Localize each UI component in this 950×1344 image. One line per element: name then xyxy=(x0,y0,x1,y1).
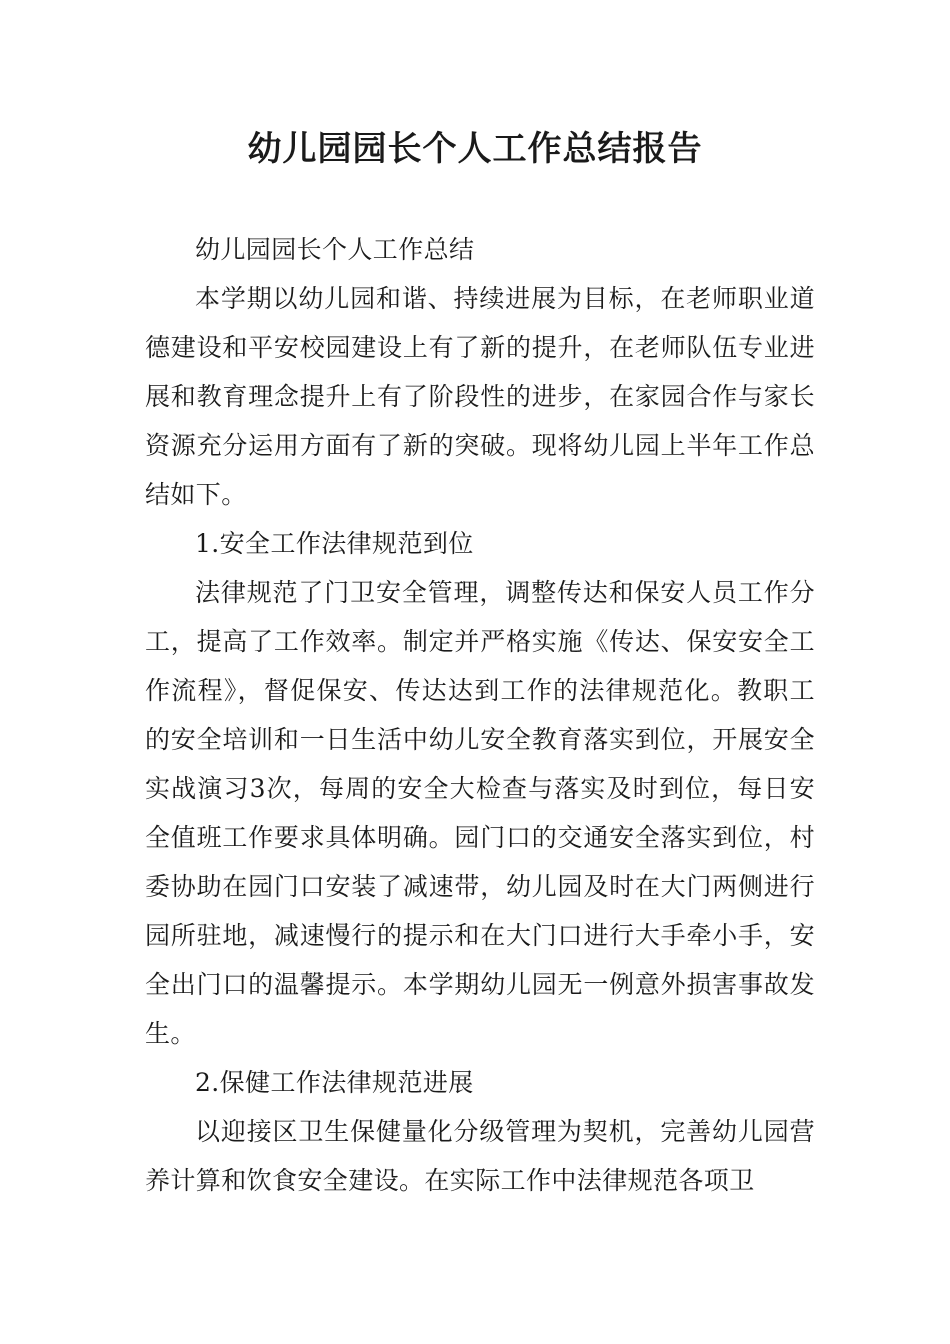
section-heading-health: 2.保健工作法律规范进展 xyxy=(195,1068,474,1097)
document-title: 幼儿园园长个人工作总结报告 xyxy=(247,129,703,169)
paragraph-subtitle: 幼儿园园长个人工作总结 xyxy=(195,235,475,264)
paragraph-intro: 本学期以幼儿园和谐、持续进展为目标，在老师职业道德建设和平安校园建设上有了新的提升，在老师队伍专业进展和教育理念提升上有了阶段性的进步，在家园合作与家长资源充分运用方面有了新的突破。现将幼儿园上半年工作总结如下。 xyxy=(145,284,815,509)
paragraph-health: 以迎接区卫生保健量化分级管理为契机，完善幼儿园营养计算和饮食安全建设。在实际工作中法律规范各项卫 xyxy=(145,1117,815,1195)
document-body xyxy=(145,225,815,1205)
paragraph-safety: 法律规范了门卫安全管理，调整传达和保安人员工作分工，提高了工作效率。制定并严格实施《传达、保安安全工作流程》，督促保安、传达达到工作的法律规范化。教职工的安全培训和一日生活中幼儿安全教育落实到位，开展安全实战演习3次，每周的安全大检查与落实及时到位，每日安全值班工作要求具体明确。园门口的交通安全落实到位，村委协助在园门口安装了减速带，幼儿园及时在大门两侧进行园所驻地，减速慢行的提示和在大门口进行大手牵小手，安全出门口的温馨提示。本学期幼儿园无一例意外损害事故发生。 xyxy=(145,578,815,1048)
section-heading-safety: 1.安全工作法律规范到位 xyxy=(195,529,474,558)
